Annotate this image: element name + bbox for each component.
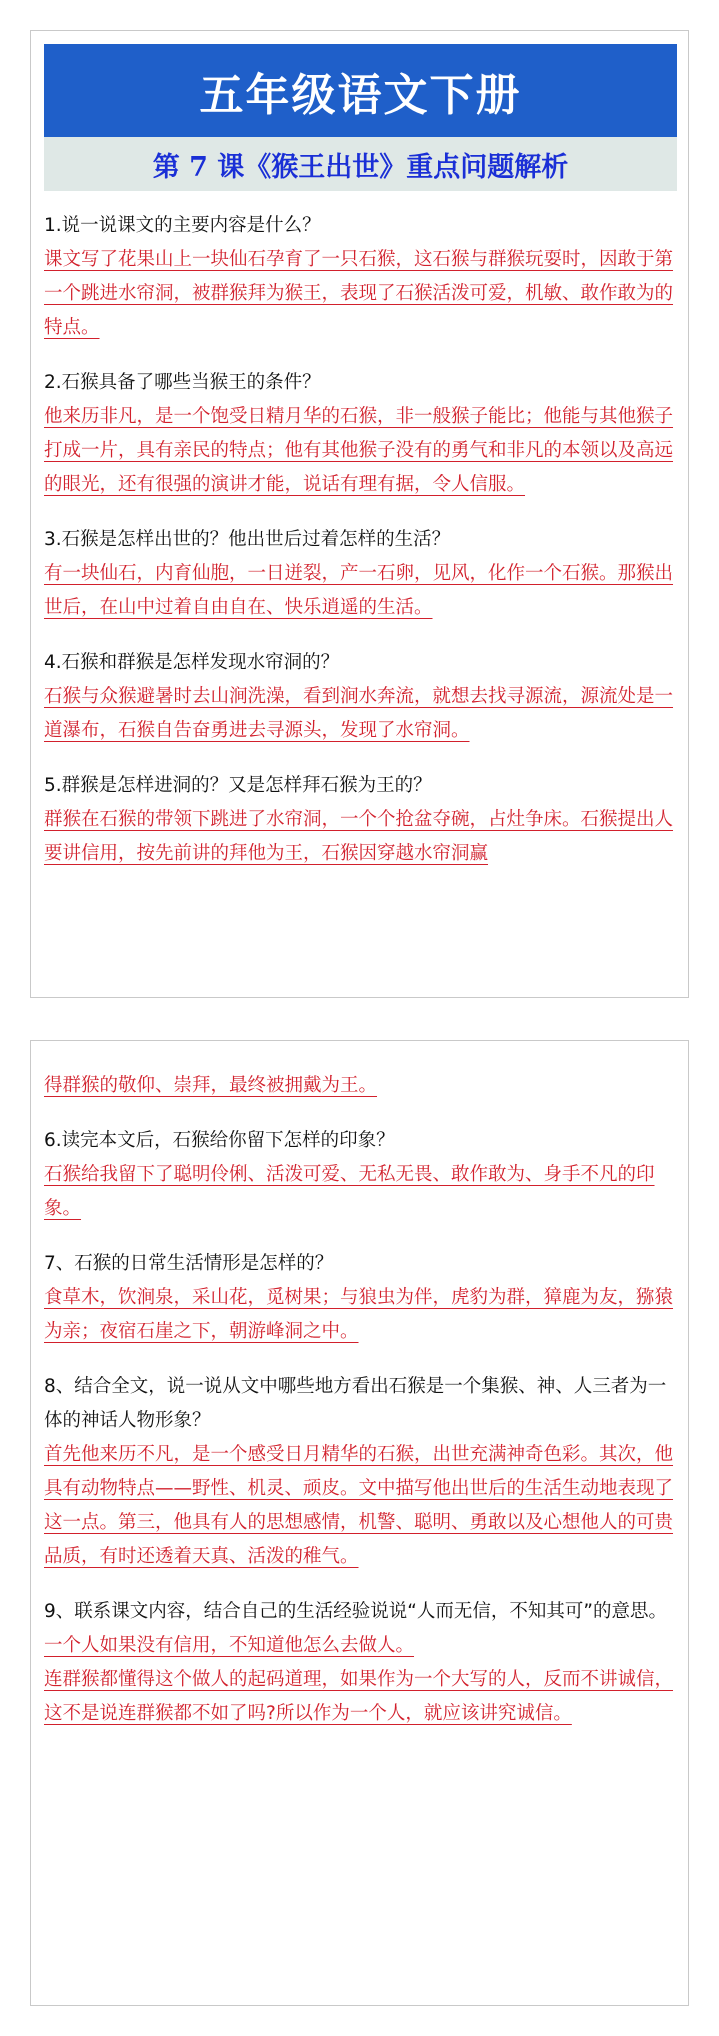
answer-text-span: 得群猴的敬仰、崇拜，最终被拥戴为王。 [44,1075,378,1096]
qa-item [44,1595,677,1731]
qa-item [44,1247,677,1349]
question-text: 4.石猴和群猴是怎样发现水帘洞的？ [44,652,340,673]
question-text: 2.石猴具备了哪些当猴王的条件？ [44,372,321,393]
answer-text [44,1663,677,1731]
qa-item [44,366,677,502]
answer-text-span: 石猴与众猴避暑时去山涧洗澡，看到涧水奔流，就想去找寻源流，源流处是一道瀑布，石猴自告奋勇进去寻源头，发现了水帘洞。 [44,686,674,741]
answer-text-span: 连群猴都懂得这个做人的起码道理，如果作为一个大写的人，反而不讲诚信，这不是说连群猴都不如了吗?所以作为一个人，就应该讲究诚信。 [44,1669,674,1724]
answer-text [44,400,677,502]
answer-text-span: 一个人如果没有信用，不知道他怎么去做人。 [44,1635,415,1656]
answer-text [44,1438,677,1574]
question-text: 1.说一说课文的主要内容是什么？ [44,215,321,236]
page-subtitle: 第 7 课《猴王出世》重点问题解析 [44,137,677,191]
answer-text [44,1158,677,1226]
qa-item [44,646,677,748]
page-title: 五年级语文下册 [44,44,677,137]
answer-continuation [44,1069,677,1103]
answer-text-span: 首先他来历不凡，是一个感受日月精华的石猴，出世充满神奇色彩。其次，他具有动物特点——野性、机灵、顽皮。文中描写他出世后的生活生动地表现了这一点。第三，他具有人的思想感情，机警、聪明、勇敢以及心想他人的可贵品质，有时还透着天真、活泼的稚气。 [44,1444,674,1567]
qa-list-2 [44,1069,677,1752]
answer-text [44,1281,677,1349]
answer-text-span: 食草木，饮涧泉，采山花，觅树果；与狼虫为伴，虎豹为群，獐鹿为友，猕猿为亲；夜宿石崖之下，朝游峰洞之中。 [44,1287,674,1342]
answer-text-span: 课文写了花果山上一块仙石孕育了一只石猴，这石猴与群猴玩耍时，因敢于第一个跳进水帘洞，被群猴拜为猴王，表现了石猴活泼可爱，机敏、敢作敢为的特点。 [44,249,674,338]
question-text: 3.石猴是怎样出世的？他出世后过着怎样的生活？ [44,529,451,550]
qa-item [44,769,677,871]
qa-list-1 [44,209,677,892]
question-text: 8、结合全文，说一说从文中哪些地方看出石猴是一个集猴、神、人三者为一体的神话人物形象？ [44,1376,667,1431]
qa-item [44,1124,677,1226]
question-text: 9、联系课文内容，结合自己的生活经验说说“人而无信，不知其可”的意思。 [44,1601,667,1622]
answer-text [44,803,677,871]
qa-item [44,523,677,625]
question-text: 5.群猴是怎样进洞的？又是怎样拜石猴为王的？ [44,775,432,796]
answer-text [44,243,677,345]
answer-text-span: 有一块仙石，内育仙胞，一日迸裂，产一石卵，见风，化作一个石猴。那猴出世后，在山中过着自由自在、快乐逍遥的生活。 [44,563,674,618]
answer-text-span: 他来历非凡，是一个饱受日精月华的石猴，非一般猴子能比；他能与其他猴子打成一片，具有亲民的特点；他有其他猴子没有的勇气和非凡的本领以及高远的眼光，还有很强的演讲才能，说话有理有据，令人信服。 [44,406,674,495]
page-card-2 [30,1040,689,2006]
answer-text-span: 群猴在石猴的带领下跳进了水帘洞，一个个抢盆夺碗，占灶争床。石猴提出人要讲信用，按先前讲的拜他为王，石猴因穿越水帘洞赢 [44,809,674,864]
question-text: 7、石猴的日常生活情形是怎样的？ [44,1253,334,1274]
answer-text [44,680,677,748]
answer-text-span: 石猴给我留下了聪明伶俐、活泼可爱、无私无畏、敢作敢为、身手不凡的印象。 [44,1164,655,1219]
answer-text [44,557,677,625]
page-card-1 [30,30,689,998]
answer-text [44,1629,677,1663]
qa-item [44,1370,677,1574]
question-text: 6.读完本文后，石猴给你留下怎样的印象？ [44,1130,395,1151]
qa-item [44,209,677,345]
